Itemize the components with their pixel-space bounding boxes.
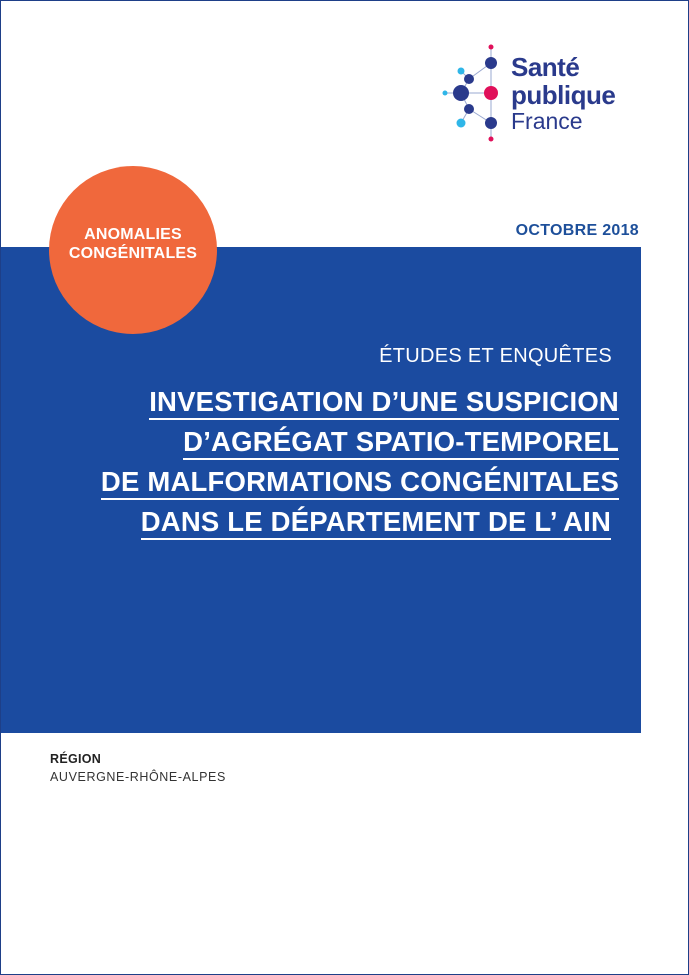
region-label: RÉGION xyxy=(50,752,102,766)
topic-badge-line-2: CONGÉNITALES xyxy=(68,245,198,262)
title-line xyxy=(101,422,619,462)
title-line xyxy=(101,382,619,422)
title-line xyxy=(101,462,619,502)
logo-line-2: publique xyxy=(511,80,616,110)
logo-line-3: France xyxy=(511,108,583,134)
title-line-text: INVESTIGATION D’UNE SUSPICION xyxy=(149,386,619,420)
logo-line-1: Santé xyxy=(511,52,580,82)
molecule-logo-icon xyxy=(439,43,509,143)
report-title xyxy=(101,382,619,542)
publication-date: OCTOBRE 2018 xyxy=(515,222,639,239)
title-line-text: DE MALFORMATIONS CONGÉNITALES xyxy=(101,466,619,500)
title-line-text: DANS LE DÉPARTEMENT DE L’ AIN xyxy=(141,506,611,540)
series-label: ÉTUDES ET ENQUÊTES xyxy=(379,345,612,367)
title-line-text: D’AGRÉGAT SPATIO-TEMPOREL xyxy=(183,426,619,460)
region-name: AUVERGNE-RHÔNE-ALPES xyxy=(50,770,226,784)
title-line xyxy=(101,502,611,542)
topic-badge-line-1: ANOMALIES xyxy=(84,226,182,243)
sante-publique-france-logo xyxy=(439,43,639,143)
topic-badge xyxy=(49,166,217,334)
logo-wordmark xyxy=(511,53,615,133)
